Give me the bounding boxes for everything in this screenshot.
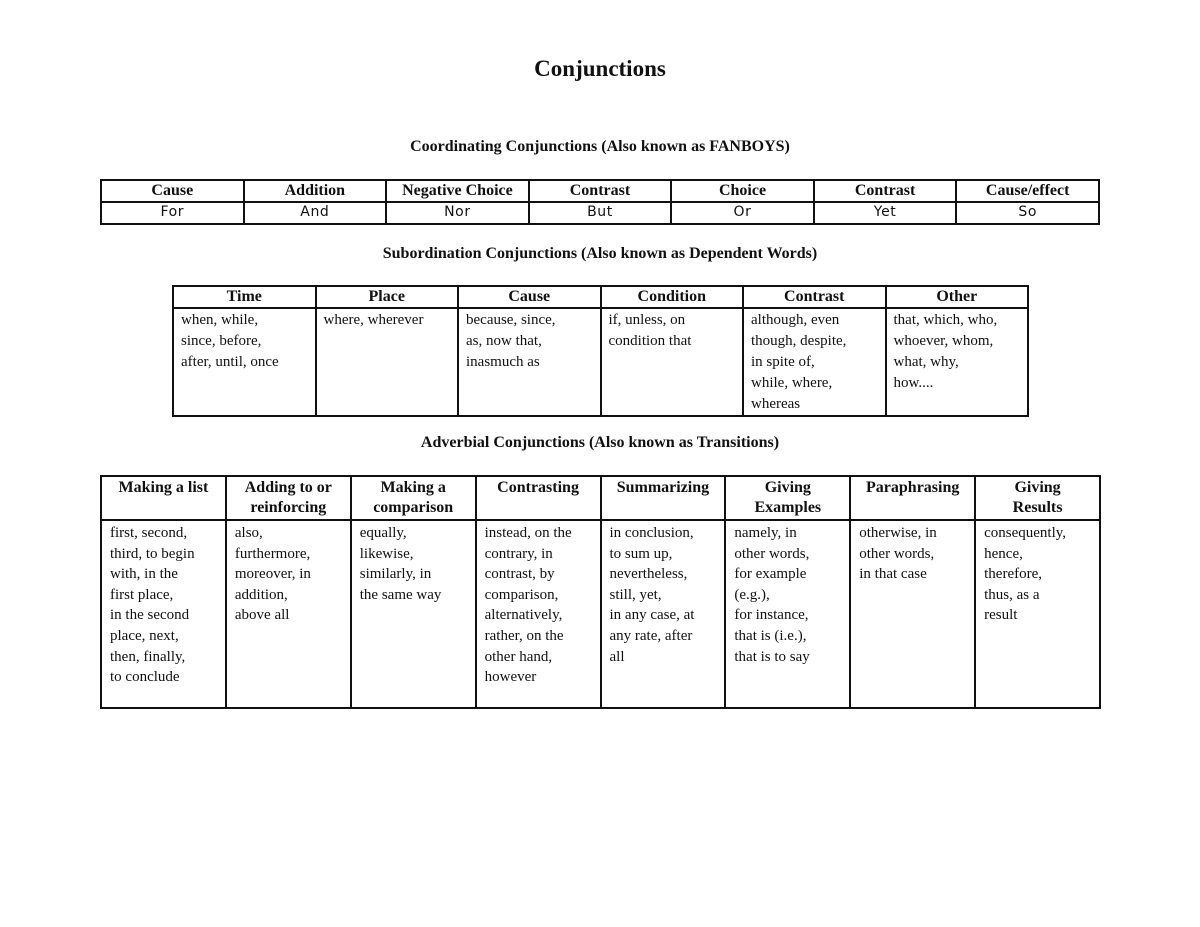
column-header: Cause (458, 286, 601, 308)
column-header: Cause/effect (956, 180, 1099, 202)
column-header: Giving Examples (725, 476, 850, 520)
table-cell: namely, in other words, for example (e.g.), for instance, that is (i.e.), that is to say (725, 520, 850, 708)
table-header-row (173, 286, 1028, 308)
table-cell: equally, likewise, similarly, in the same way (351, 520, 476, 708)
table-cell: when, while, since, before, after, until, once (173, 308, 316, 416)
column-header: Summarizing (601, 476, 726, 520)
subordination-heading: Subordination Conjunctions (Also known as Dependent Words) (382, 245, 818, 262)
column-header: Negative Choice (386, 180, 529, 202)
table-cell: consequently, hence, therefore, thus, as a result (975, 520, 1100, 708)
table-cell: Nor (386, 202, 529, 224)
column-header: Addition (244, 180, 387, 202)
column-header: Other (886, 286, 1029, 308)
adverbial-heading: Adverbial Conjunctions (Also known as Transitions) (420, 434, 780, 451)
table-cell: also, furthermore, moreover, in addition, above all (226, 520, 351, 708)
table-cell: where, wherever (316, 308, 459, 416)
table-cell: first, second, third, to begin with, in the first place, in the second place, next, then, finally, to conclude (101, 520, 226, 708)
table-cell: So (956, 202, 1099, 224)
table-cell: in conclusion, to sum up, nevertheless, still, yet, in any case, at any rate, after all (601, 520, 726, 708)
table-cell: instead, on the contrary, in contrast, by comparison, alternatively, rather, on the other hand, however (476, 520, 601, 708)
column-header: Contrast (529, 180, 672, 202)
table-row (101, 520, 1100, 708)
subordination-table (172, 285, 1029, 417)
column-header: Contrast (814, 180, 957, 202)
column-header: Time (173, 286, 316, 308)
table-cell: Or (671, 202, 814, 224)
column-header: Making a comparison (351, 476, 476, 520)
table-cell: For (101, 202, 244, 224)
column-header: Place (316, 286, 459, 308)
coordinating-heading: Coordinating Conjunctions (Also known as FANBOYS) (410, 138, 790, 155)
column-header: Giving Results (975, 476, 1100, 520)
table-cell: And (244, 202, 387, 224)
table-header-row (101, 476, 1100, 520)
table-cell: Yet (814, 202, 957, 224)
adverbial-table (100, 475, 1101, 709)
table-row (101, 202, 1099, 224)
table-cell: although, even though, despite, in spite of, while, where, whereas (743, 308, 886, 416)
column-header: Choice (671, 180, 814, 202)
table-cell: if, unless, on condition that (601, 308, 744, 416)
column-header: Making a list (101, 476, 226, 520)
table-cell: But (529, 202, 672, 224)
column-header: Cause (101, 180, 244, 202)
table-row (173, 308, 1028, 416)
column-header: Paraphrasing (850, 476, 975, 520)
column-header: Adding to or reinforcing (226, 476, 351, 520)
table-header-row (101, 180, 1099, 202)
table-cell: otherwise, in other words, in that case (850, 520, 975, 708)
table-cell: because, since, as, now that, inasmuch as (458, 308, 601, 416)
page-title: Conjunctions (534, 56, 666, 81)
column-header: Contrast (743, 286, 886, 308)
column-header: Contrasting (476, 476, 601, 520)
coordinating-table (100, 179, 1100, 225)
table-cell: that, which, who, whoever, whom, what, why, how.... (886, 308, 1029, 416)
column-header: Condition (601, 286, 744, 308)
